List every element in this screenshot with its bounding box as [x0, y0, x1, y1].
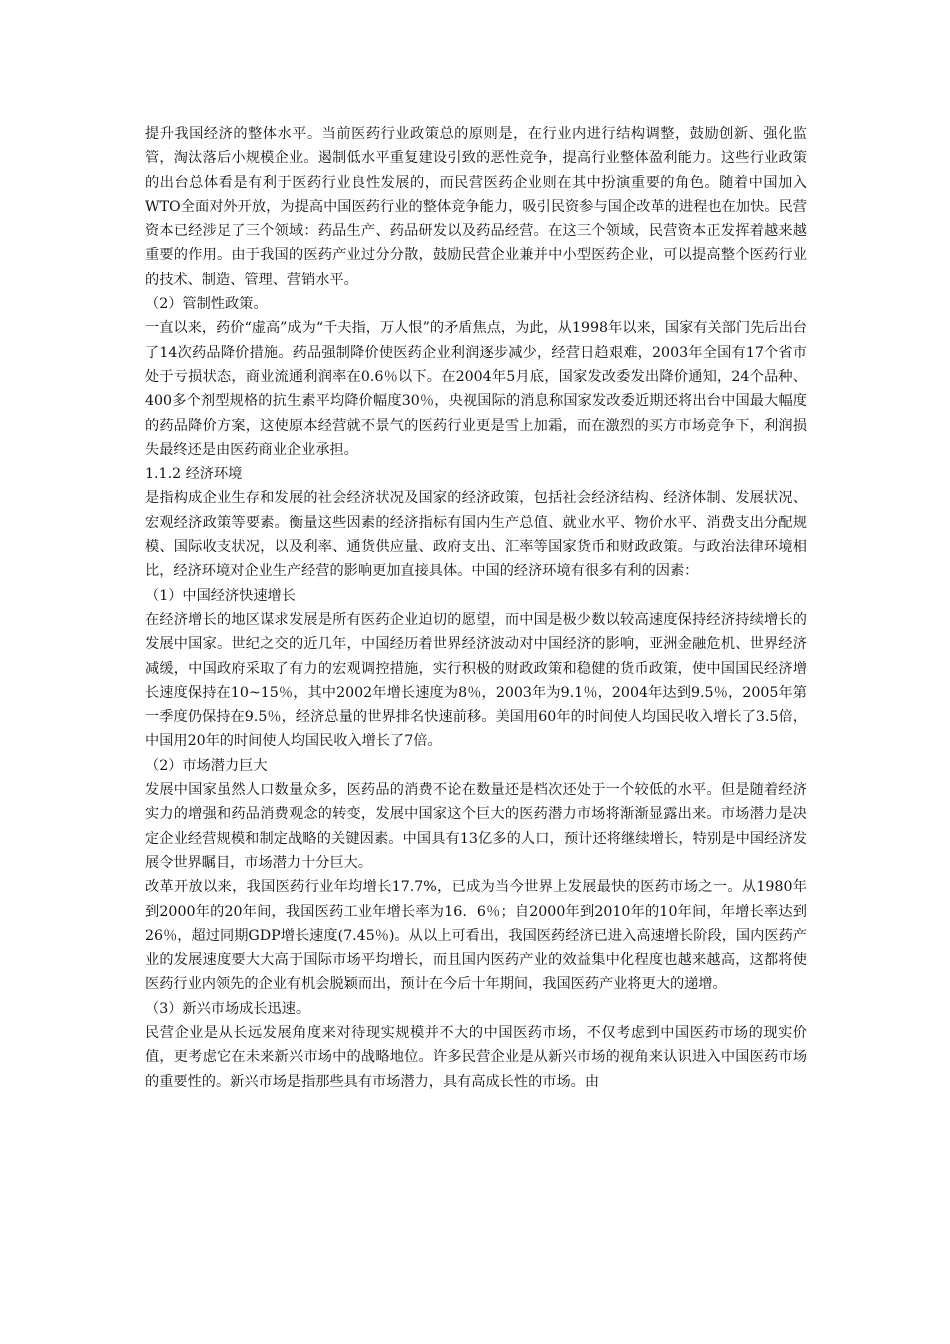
heading-regulatory-policy: （2）管制性政策。 — [145, 296, 268, 313]
section-heading-economic-environment: 1.1.2 经济环境 — [145, 466, 243, 483]
paragraph-industry-growth-rate: 改革开放以来，我国医药行业年均增长17.7%，已成为当今世界上发展最快的医药市场之一。从1980年到2000年的20年间，我国医药工业年增长率为16．6％；自2000年到2010年的10年间，年增长率达到26％，超过同期GDP增长速度(7.45％)。从以上可看出，我国医药经济已进入高速增长阶段，国内医药产业的发展速度要大大高于国际市场平均增长，而且国内医药产业的效益集中化程度也越来越高，这都将使医药行业内领先的企业有机会脱颖而出，预计在今后十年期间，我国医药产业将更大的递增。 — [145, 879, 807, 993]
paragraph-economic-environment-definition: 是指构成企业生存和发展的社会经济状况及国家的经济政策，包括社会经济结构、经济体制、发展状况、宏观经济政策等要素。衡量这些因素的经济指标有国内生产总值、就业水平、物价水平、消费支出分配规模、国际收支状况，以及利率、通货供应量、政府支出、汇率等国家货币和财政政策。与政治法律环境相比，经济环境对企业生产经营的影响更加直接具体。中国的经济环境有很多有利的因素： — [145, 490, 807, 580]
document-page — [145, 122, 807, 1094]
paragraph-rapid-growth: 在经济增长的地区谋求发展是所有医药企业迫切的愿望，而中国是极少数以较高速度保持经济持续增长的发展中国家。世纪之交的近几年，中国经历着世界经济波动对中国经济的影响，亚洲金融危机、世界经济减缓，中国政府采取了有力的宏观调控措施，实行积极的财政政策和稳健的货币政策，使中国国民经济增长速度保持在10~15％，其中2002年增长速度为8％，2003年为9.1％，2004年达到9.5％，2005年第一季度仍保持在9.5％，经济总量的世界排名快速前移。美国用60年的时间使人均国民收入增长了3.5倍，中国用20年的时间使人均国民收入增长了7倍。 — [145, 611, 807, 750]
paragraph-emerging-market: 民营企业是从长远发展角度来对待现实规模并不大的中国医药市场，不仅考虑到中国医药市场的现实价值，更考虑它在未来新兴市场中的战略地位。许多民营企业是从新兴市场的视角来认识进入中国医药市场的重要性的。新兴市场是指那些具有市场潜力，具有高成长性的市场。由 — [145, 1024, 807, 1090]
paragraph-drug-price-regulation: 一直以来，药价“虚高”成为“千夫指，万人恨”的矛盾焦点，为此，从1998年以来，国家有关部门先后出台了14次药品降价措施。药品强制降价使医药企业利润逐步减少，经营日趋艰难，2003年全国有17个省市处于亏损状态，商业流通利润率在0.6％以下。在2004年5月底，国家发改委发出降价通知，24个品种、400多个剂型规格的抗生素平均降价幅度30％，央视国际的消息称国家发改委近期还将出台中国最大幅度的药品降价方案，这使原本经营就不景气的医药行业更是雪上加霜，而在激烈的买方市场竞争下，利润损失最终还是由医药商业企业承担。 — [145, 320, 807, 458]
heading-market-potential: （2）市场潜力巨大 — [145, 757, 268, 774]
heading-emerging-market: （3）新兴市场成长迅速。 — [145, 1000, 311, 1017]
paragraph-market-potential: 发展中国家虽然人口数量众多，医药品的消费不论在数量还是档次还处于一个较低的水平。但是随着经济实力的增强和药品消费观念的转变，发展中国家这个巨大的医药潜力市场将渐渐显露出来。市场潜力是决定企业经营规模和制定战略的关键因素。中国具有13亿多的人口，预计还将继续增长，特别是中国经济发展令世界瞩目，市场潜力十分巨大。 — [145, 782, 807, 871]
heading-rapid-growth: （1）中国经济快速增长 — [145, 587, 296, 604]
paragraph-industry-policy: 提升我国经济的整体水平。当前医药行业政策总的原则是，在行业内进行结构调整，鼓励创新、强化监管，淘汰落后小规模企业。遏制低水平重复建设引致的恶性竞争，提高行业整体盈利能力。这些行业政策的出台总体看是有利于医药行业良性发展的，而民营医药企业则在其中扮演重要的角色。随着中国加入WTO全面对外开放，为提高中国医药行业的整体竞争能力，吸引民资参与国企改革的进程也在加快。民营资本已经涉足了三个领域：药品生产、药品研发以及药品经营。在这三个领域，民营资本正发挥着越来越重要的作用。由于我国的医药产业过分分散，鼓励民营企业兼并中小型医药企业，可以提高整个医药行业的技术、制造、管理、营销水平。 — [145, 126, 807, 288]
